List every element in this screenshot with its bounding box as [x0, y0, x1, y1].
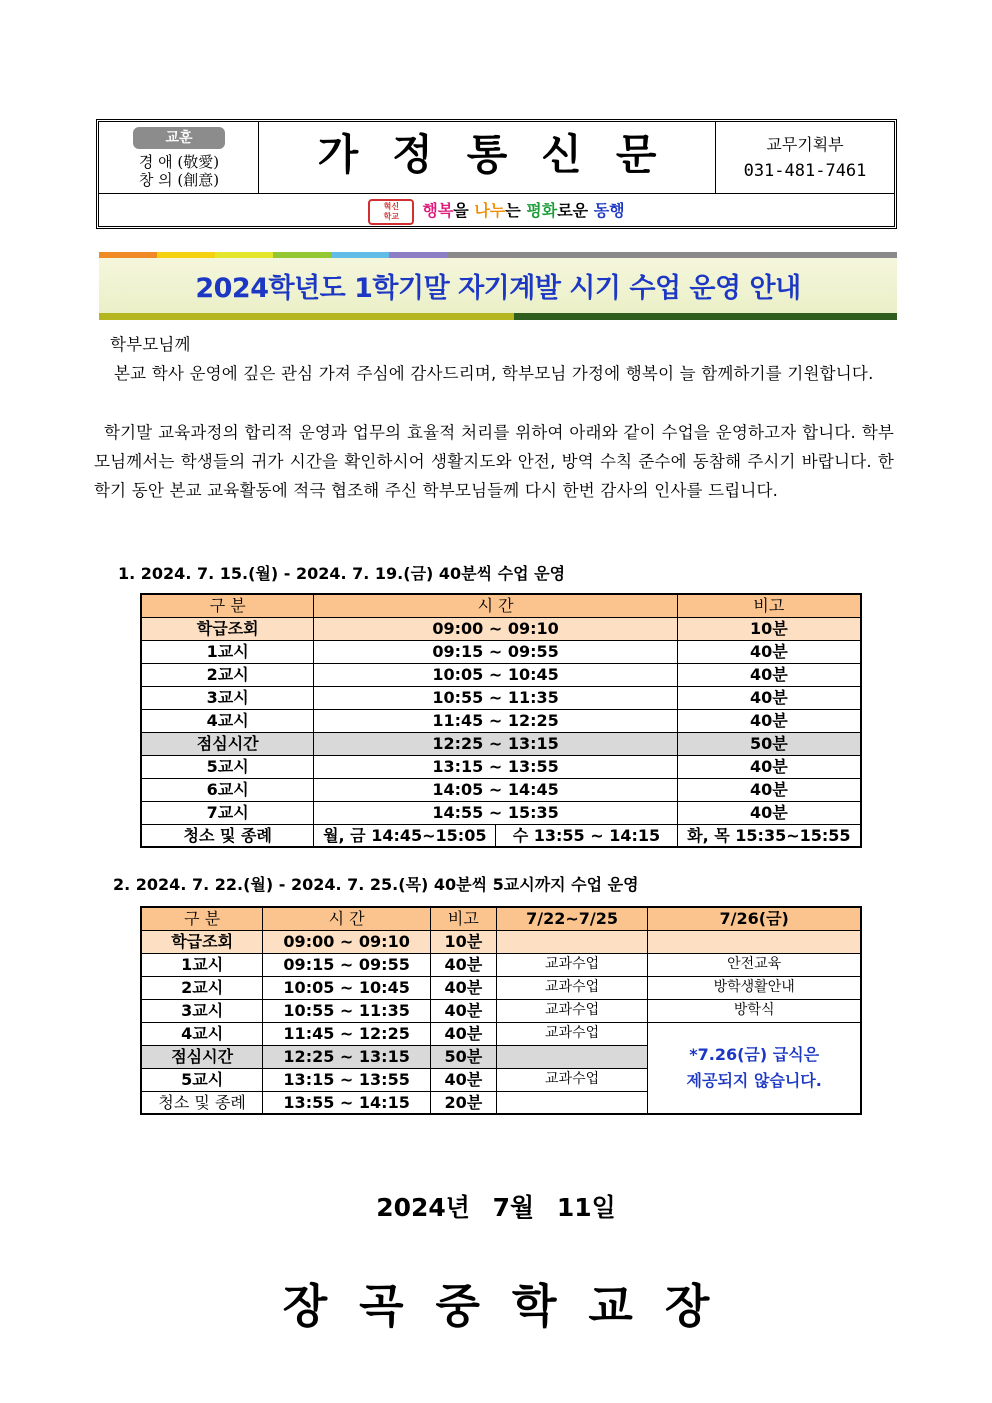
- period-duration: 50분: [430, 1045, 496, 1068]
- banner-title: 2024학년도 1학기말 자기계발 시기 수업 운영 안내: [195, 273, 801, 304]
- table-row: [141, 999, 861, 1022]
- period-duration: 40분: [430, 1022, 496, 1045]
- table-row: [141, 976, 861, 999]
- header-top-row: [99, 122, 894, 194]
- period-time: 10:55 ~ 11:35: [314, 686, 677, 709]
- period-name: 1교시: [141, 640, 314, 663]
- period-time: 11:45 ~ 12:25: [263, 1022, 431, 1045]
- slogan-part: 동행: [593, 201, 625, 220]
- period-time: 09:15 ~ 09:55: [314, 640, 677, 663]
- period-name: 점심시간: [141, 1045, 263, 1068]
- slogan-part: 로운: [557, 201, 594, 220]
- banner-bottom-stripe-right: [514, 313, 897, 320]
- table-row: [141, 663, 861, 686]
- weekday-activity: 교과수업: [496, 1068, 648, 1091]
- cleanup-name: 청소 및 종례: [141, 824, 314, 847]
- period-name: 6교시: [141, 778, 314, 801]
- table-row: [141, 930, 861, 953]
- slogan-part: 을: [453, 201, 475, 220]
- period-time: 10:55 ~ 11:35: [263, 999, 431, 1022]
- period-duration: 40분: [677, 663, 861, 686]
- slogan-part: 평화: [526, 201, 558, 220]
- motto-line-1: 경 애 (敬愛): [138, 153, 220, 171]
- motto-tag: 교훈: [133, 127, 225, 149]
- weekday-activity: 교과수업: [496, 999, 648, 1022]
- table-row: [141, 686, 861, 709]
- signer-title: 장곡중학교장: [282, 1279, 742, 1333]
- schedule-table-1: [140, 593, 862, 848]
- weekday-activity: 교과수업: [496, 976, 648, 999]
- greeting: 학부모님께: [110, 335, 191, 354]
- period-time: 10:05 ~ 10:45: [314, 663, 677, 686]
- cleanup-time-tue-thu: 화, 목 15:35~15:55: [677, 824, 861, 847]
- badge-label: 혁신 학교: [383, 201, 400, 221]
- title-cell: [259, 122, 716, 194]
- period-duration: 50분: [677, 732, 861, 755]
- table-row: [141, 1022, 861, 1045]
- friday-activity: [648, 930, 861, 953]
- letter-title: 가정통신문: [317, 130, 691, 179]
- period-duration: 40분: [677, 640, 861, 663]
- cleanup-row: [141, 824, 861, 847]
- table-row: [141, 778, 861, 801]
- period-duration: 40분: [430, 1068, 496, 1091]
- period-name: 4교시: [141, 709, 314, 732]
- period-name: 점심시간: [141, 732, 314, 755]
- weekday-activity: 교과수업: [496, 953, 648, 976]
- department-name: 교무기획부: [766, 135, 844, 154]
- period-duration: 40분: [677, 778, 861, 801]
- period-duration: 20분: [430, 1091, 496, 1114]
- friday-header: 7/26(금): [648, 907, 861, 930]
- school-motto: [99, 122, 259, 194]
- time-header: 시 간: [263, 907, 431, 930]
- period-time: 12:25 ~ 13:15: [314, 732, 677, 755]
- period-name: 2교시: [141, 976, 263, 999]
- note-header: 비고: [677, 594, 861, 617]
- title-banner: [99, 252, 897, 320]
- period-name: 5교시: [141, 1068, 263, 1091]
- period-duration: 40분: [430, 976, 496, 999]
- schedule-table-2: [140, 906, 862, 1115]
- period-duration: 40분: [677, 801, 861, 824]
- period-name: 청소 및 종례: [141, 1091, 263, 1114]
- school-slogan: [99, 195, 894, 226]
- friday-activity: 방학식: [648, 999, 861, 1022]
- period-time: 09:00 ~ 09:10: [263, 930, 431, 953]
- weekday-activity: [496, 1091, 648, 1114]
- period-name: 3교시: [141, 999, 263, 1022]
- period-time: 11:45 ~ 12:25: [314, 709, 677, 732]
- period-duration: 10분: [430, 930, 496, 953]
- weekday-activity: 교과수업: [496, 1022, 648, 1045]
- period-name: 7교시: [141, 801, 314, 824]
- period-name: 2교시: [141, 663, 314, 686]
- period-time: 13:15 ~ 13:55: [263, 1068, 431, 1091]
- period-duration: 40분: [677, 755, 861, 778]
- period-name: 4교시: [141, 1022, 263, 1045]
- cleanup-time-wed: 수 13:55 ~ 14:15: [496, 824, 678, 847]
- period-time: 10:05 ~ 10:45: [263, 976, 431, 999]
- weekday-activity: [496, 930, 648, 953]
- period-name: 학급조회: [141, 930, 263, 953]
- table-row: [141, 617, 861, 640]
- friday-activity: 안전교육: [648, 953, 861, 976]
- banner-bottom-stripe-left: [99, 313, 514, 320]
- slogan-part: 나누: [474, 201, 506, 220]
- period-time: 12:25 ~ 13:15: [263, 1045, 431, 1068]
- table-row: [141, 801, 861, 824]
- section-2-heading: 2. 2024. 7. 22.(월) - 2024. 7. 25.(목) 40분씩 5교시까지 수업 운영: [113, 875, 639, 894]
- paragraph-1: 본교 학사 운영에 깊은 관심 가져 주심에 감사드리며, 학부모님 가정에 행복이 늘 함께하기를 기원합니다.: [114, 364, 874, 383]
- period-duration: 10분: [677, 617, 861, 640]
- cleanup-time-mon-fri: 월, 금 14:45~15:05: [314, 824, 496, 847]
- lunch-notice: [648, 1022, 861, 1114]
- note-header: 비고: [430, 907, 496, 930]
- table-row: [141, 732, 861, 755]
- period-name: 3교시: [141, 686, 314, 709]
- period-time: 09:15 ~ 09:55: [263, 953, 431, 976]
- issue-date: 2024년 7월 11일: [376, 1193, 616, 1222]
- period-name: 5교시: [141, 755, 314, 778]
- weekday-activity: [496, 1045, 648, 1068]
- friday-activity: 방학생활안내: [648, 976, 861, 999]
- slogan-part: 행복: [422, 201, 454, 220]
- period-time: 13:15 ~ 13:55: [314, 755, 677, 778]
- motto-line-2: 창 의 (創意): [138, 171, 220, 189]
- lunch-notice-line-1: *7.26(금) 급식은: [689, 1044, 820, 1064]
- table-row: [141, 709, 861, 732]
- period-name: 1교시: [141, 953, 263, 976]
- 구분-header: 구 분: [141, 594, 314, 617]
- table-header-row: [141, 907, 861, 930]
- section-1-heading: 1. 2024. 7. 15.(월) - 2024. 7. 19.(금) 40분씩 수업 운영: [118, 564, 566, 583]
- innovation-school-badge: [368, 199, 414, 225]
- slogan-text: [422, 201, 624, 220]
- period-duration: 40분: [677, 686, 861, 709]
- period-time: 14:05 ~ 14:45: [314, 778, 677, 801]
- table-row: [141, 640, 861, 663]
- lunch-notice-line-2: 제공되지 않습니다.: [686, 1070, 822, 1090]
- table-header-row: [141, 594, 861, 617]
- division-header: 구 분: [141, 907, 263, 930]
- period-time: 13:55 ~ 14:15: [263, 1091, 431, 1114]
- date-range-header: 7/22~7/25: [496, 907, 648, 930]
- time-header: 시 간: [314, 594, 677, 617]
- table-row: [141, 953, 861, 976]
- period-time: 09:00 ~ 09:10: [314, 617, 677, 640]
- table-row: [141, 755, 861, 778]
- paragraph-2: 학기말 교육과정의 합리적 운영과 업무의 효율적 처리를 위하여 아래와 같이 수업을 운영하고자 합니다. 학부모님께서는 학생들의 귀가 시간을 확인하시어 생활지도와 안전, 방역 수칙 준수에 동참해 주시기 바랍니다. 한 학기 동안 본교 교육활동에 적극 협조해 주신 학부모님들께 다시 한번 감사의 인사를 드립니다.: [94, 423, 894, 500]
- letter-header: [96, 119, 897, 229]
- period-duration: 40분: [677, 709, 861, 732]
- period-time: 14:55 ~ 15:35: [314, 801, 677, 824]
- department-cell: [716, 122, 894, 194]
- period-duration: 40분: [430, 953, 496, 976]
- department-phone: 031-481-7461: [743, 161, 867, 181]
- period-duration: 40분: [430, 999, 496, 1022]
- slogan-part: 는: [505, 201, 527, 220]
- period-name: 학급조회: [141, 617, 314, 640]
